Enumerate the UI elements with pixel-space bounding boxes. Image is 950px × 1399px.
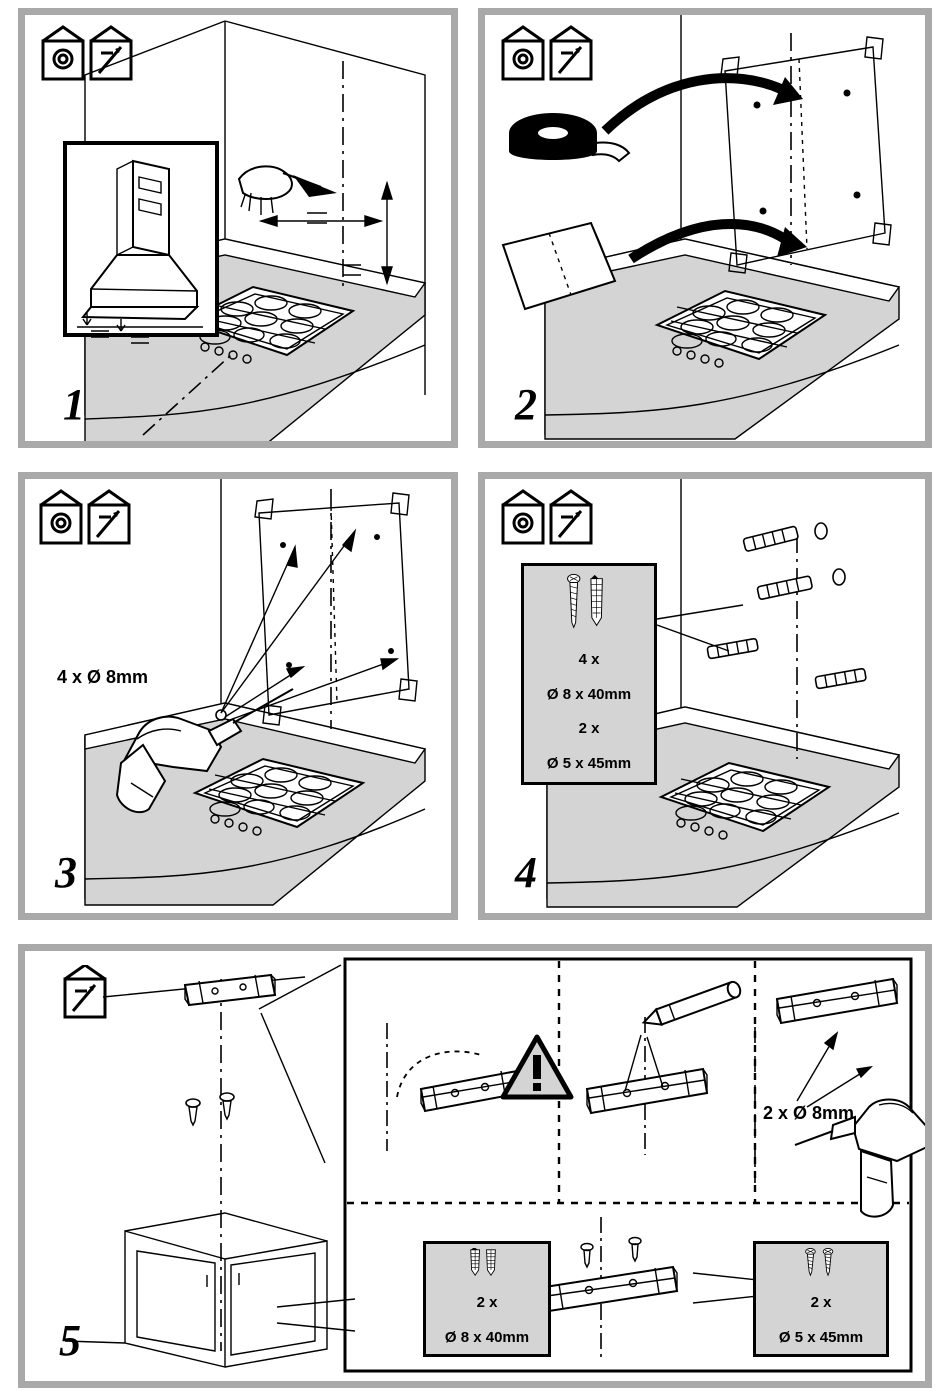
screw-callout-label <box>779 1277 863 1354</box>
fixings-line-1: 4 x <box>578 651 600 669</box>
plug-line-1: 2 x <box>476 1294 498 1312</box>
step-number-3: 3 <box>55 848 77 897</box>
wall-plug-icon <box>487 1250 496 1275</box>
screw-callout-box <box>753 1241 889 1357</box>
wall-plug-icon <box>471 1248 480 1275</box>
warning-triangle-icon <box>503 1037 571 1097</box>
screw-icon <box>823 1248 833 1275</box>
screw-icon <box>806 1248 816 1275</box>
fixings-callout <box>521 563 657 785</box>
drill-diameter-label: 4 x Ø 8mm <box>57 667 149 687</box>
panel-step-2 <box>478 8 932 448</box>
step-number-4: 4 <box>515 848 537 897</box>
wall-plug-icon <box>591 575 602 626</box>
step-number-2: 2 <box>515 380 537 429</box>
screw-line-2: Ø 5 x 45mm <box>778 1328 864 1346</box>
plug-callout-box <box>423 1241 551 1357</box>
panel-step-4 <box>478 472 932 920</box>
panel-step-5 <box>18 944 932 1388</box>
plug-callout-label <box>445 1277 529 1354</box>
pencil-icon <box>641 980 742 1030</box>
fixings-line-3: 2 x <box>578 720 600 738</box>
bracket-drill-diameter-label: 2 x Ø 8mm <box>763 1103 855 1123</box>
screw-icon <box>568 574 580 627</box>
measure-house-pictogram <box>61 965 111 1021</box>
panel-step-3 <box>18 472 458 920</box>
fixings-line-4: Ø 5 x 45mm <box>546 754 632 772</box>
fixings-callout-label <box>547 634 631 782</box>
step-number-1: 1 <box>63 380 85 429</box>
panel-step-1 <box>18 8 458 448</box>
step-number-5: 5 <box>59 1316 81 1365</box>
plug-line-2: Ø 8 x 40mm <box>444 1328 530 1346</box>
fixings-line-2: Ø 8 x 40mm <box>546 685 632 703</box>
screw-line-1: 2 x <box>810 1294 832 1312</box>
